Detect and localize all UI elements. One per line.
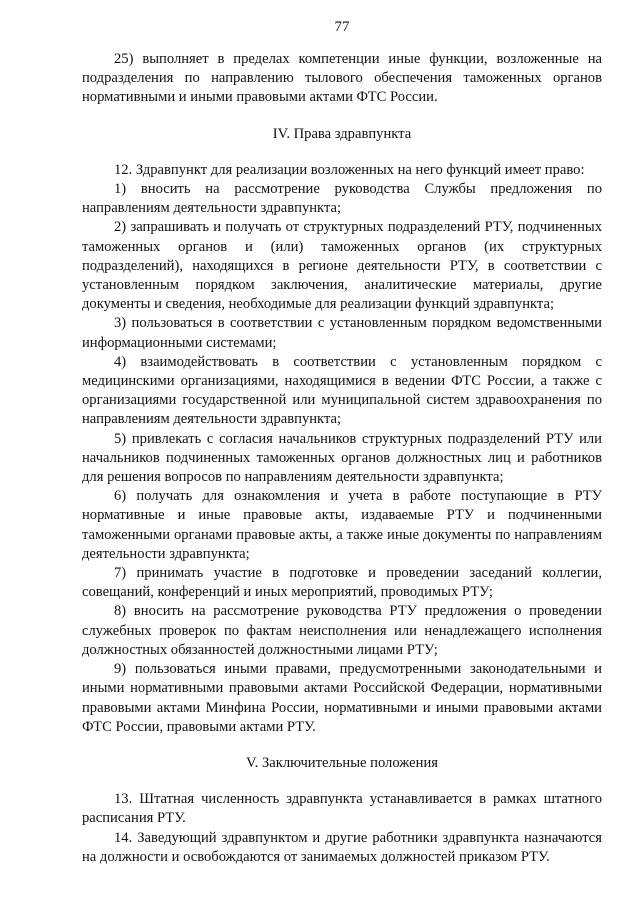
document-page xyxy=(82,18,602,867)
paragraph-25: 25) выполняет в пределах компетенции иные функции, возложенные на подразделения по направлению тылового обеспечения таможенных органов нормативными и иными правовыми актами ФТС России. xyxy=(82,51,602,106)
paragraph-12: 12. Здравпункт для реализации возложенных на него функций имеет право: xyxy=(114,161,585,178)
paragraph-14: 14. Заведующий здравпунктом и другие работники здравпункта назначаются на должности и освобождаются от занимаемых должностей приказом РТУ. xyxy=(82,829,602,865)
paragraph-13: 13. Штатная численность здравпункта устанавливается в рамках штатного расписания РТУ. xyxy=(82,791,602,827)
right-item-1: 1) вносить на рассмотрение руководства Службы предложения по направлениям деятельности здравпункта; xyxy=(82,181,602,217)
right-item-8: 8) вносить на рассмотрение руководства РТУ предложения о проведении служебных проверок по фактам неисполнения или ненадлежащего исполнения должностных обязанностей должностными лицами РТУ; xyxy=(82,603,602,658)
right-item-3: 3) пользоваться в соответствии с установленным порядком ведомственными информационными системами; xyxy=(82,315,602,351)
section-5-heading: V. Заключительные положения xyxy=(246,754,438,771)
page-number: 77 xyxy=(334,19,350,35)
right-item-2: 2) запрашивать и получать от структурных подразделений РТУ, подчиненных таможенных органов и (или) таможенных органов (их структурных подразделений), находящихся в регионе деятельности РТУ, в соответствии с установленным порядком заключения, аналитические материалы, другие документы и сведения, необходимые для реализации функций здравпункта; xyxy=(82,219,602,313)
right-item-7: 7) принимать участие в подготовке и проведении заседаний коллегии, совещаний, конференций и иных мероприятий, проводимых РТУ; xyxy=(82,565,602,601)
right-item-5: 5) привлекать с согласия начальников структурных подразделений РТУ или начальников подчиненных таможенных органов должностных лиц и работников для решения вопросов по направлениям деятельности здравпункта; xyxy=(82,430,602,486)
right-item-4: 4) взаимодействовать в соответствии с установленным порядком с медицинскими организациями, находящимися в ведении ФТС России, а также с организациями государственной или муниципальной систем здравоохранения по направлениям деятельности здравпункта; xyxy=(82,353,602,428)
section-4-heading: IV. Права здравпункта xyxy=(272,125,412,142)
right-item-6: 6) получать для ознакомления и учета в работе поступающие в РТУ нормативные и иные правовые акты, издаваемые РТУ и подчиненными таможенными органами правовые акты, а также иные документы по направлениям деятельности здравпункта; xyxy=(82,488,602,562)
right-item-9: 9) пользоваться иными правами, предусмотренными законодательными и иными нормативными правовыми актами Российской Федерации, нормативными правовыми актами Минфина России, нормативными и иными правовыми актами ФТС России, правовыми актами РТУ. xyxy=(82,661,602,735)
